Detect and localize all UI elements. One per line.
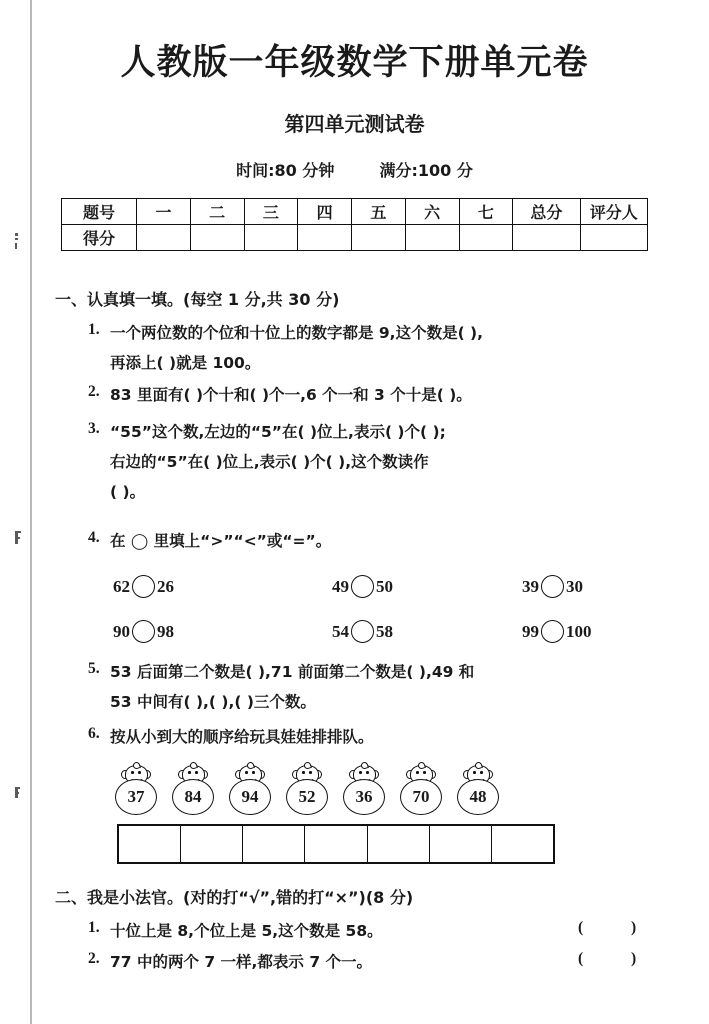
compare-right-value: 58 — [376, 621, 393, 641]
compare-right-value: 30 — [566, 576, 583, 596]
score-table — [61, 198, 648, 251]
comparison-circle[interactable] — [541, 575, 564, 598]
ordering-answer-grid — [117, 824, 555, 864]
scan-artifact — [15, 531, 21, 533]
compare-pair-6[interactable] — [522, 620, 592, 643]
compare-right-value: 50 — [376, 576, 393, 596]
toy-doll-1[interactable] — [113, 765, 159, 815]
score-cell-3[interactable] — [244, 225, 298, 251]
question-2-line-1: 83 里面有( )个十和( )个一,6 个一和 3 个十是( )。 — [110, 386, 472, 404]
comparison-circle[interactable] — [132, 575, 155, 598]
score-cell-4[interactable] — [298, 225, 352, 251]
answer-cell[interactable] — [492, 826, 553, 862]
score-cell-6[interactable] — [405, 225, 459, 251]
scan-artifact — [15, 238, 18, 240]
compare-left-value: 39 — [522, 576, 539, 596]
column-header-total: 总分 — [513, 199, 580, 225]
comparison-circle[interactable] — [132, 620, 155, 643]
column-header-7: 七 — [459, 199, 513, 225]
score-cell-1[interactable] — [137, 225, 191, 251]
answer-cell[interactable] — [119, 826, 181, 862]
answer-cell[interactable] — [305, 826, 367, 862]
doll-number: 70 — [400, 779, 442, 815]
section-heading-2: 二、我是小法官。(对的打“√”,错的打“×”)(8 分) — [55, 888, 414, 907]
compare-left-value: 49 — [332, 576, 349, 596]
question-1-number: 1. — [88, 321, 100, 338]
scan-artifact — [15, 537, 20, 539]
question-5-line-2: 53 中间有( ),( ),( )三个数。 — [110, 693, 316, 711]
column-header-6: 六 — [405, 199, 459, 225]
compare-pair-5[interactable] — [332, 620, 393, 643]
score-cell-2[interactable] — [190, 225, 244, 251]
doll-number: 94 — [229, 779, 271, 815]
score-cell-7[interactable] — [459, 225, 513, 251]
toy-doll-2[interactable] — [170, 765, 216, 815]
question-1-line-1: 一个两位数的个位和十位上的数字都是 9,这个数是( ), — [110, 324, 484, 342]
compare-pair-1[interactable] — [113, 575, 174, 598]
question-6-line-1: 按从小到大的顺序给玩具娃娃排排队。 — [110, 728, 374, 746]
scan-artifact — [15, 243, 17, 249]
page-title: 人教版一年级数学下册单元卷 — [120, 43, 589, 83]
doll-number: 36 — [343, 779, 385, 815]
scan-artifact — [15, 792, 19, 794]
compare-left-value: 99 — [522, 621, 539, 641]
score-cell-5[interactable] — [352, 225, 406, 251]
column-header-2: 二 — [190, 199, 244, 225]
doll-number: 37 — [115, 779, 157, 815]
section2-question-2-answer-mark[interactable]: ( ) — [578, 950, 659, 967]
section2-question-1-answer-mark[interactable]: ( ) — [578, 919, 659, 936]
doll-number: 48 — [457, 779, 499, 815]
toy-doll-5[interactable] — [341, 765, 387, 815]
score-cell-grader[interactable] — [580, 225, 647, 251]
row-header-score: 得分 — [62, 225, 137, 251]
table-row-question-numbers — [62, 199, 648, 225]
question-4-number: 4. — [88, 529, 100, 546]
column-header-grader: 评分人 — [580, 199, 647, 225]
compare-right-value: 26 — [157, 576, 174, 596]
question-4-line-1: 在 ◯ 里填上“>”“<”或“=”。 — [110, 532, 332, 550]
question-3-number: 3. — [88, 420, 100, 437]
doll-number: 84 — [172, 779, 214, 815]
section2-question-2-number: 2. — [88, 950, 100, 967]
exam-meta — [0, 158, 709, 181]
total-score-label: 满分:100 分 — [379, 161, 473, 180]
scan-artifact — [15, 787, 20, 789]
page-subtitle: 第四单元测试卷 — [284, 112, 425, 136]
column-header-5: 五 — [352, 199, 406, 225]
column-header-4: 四 — [298, 199, 352, 225]
score-cell-total[interactable] — [513, 225, 580, 251]
compare-pair-3[interactable] — [522, 575, 583, 598]
section2-question-2-text: 77 中的两个 7 一样,都表示 7 个一。 — [110, 953, 373, 971]
question-3-line-2: 右边的“5”在( )位上,表示( )个( ),这个数读作 — [110, 453, 429, 471]
question-3-line-1: “55”这个数,左边的“5”在( )位上,表示( )个( ); — [110, 423, 446, 441]
section2-question-1-text: 十位上是 8,个位上是 5,这个数是 58。 — [110, 922, 383, 940]
question-5-line-1: 53 后面第二个数是( ),71 前面第二个数是( ),49 和 — [110, 663, 475, 681]
doll-number: 52 — [286, 779, 328, 815]
comparison-circle[interactable] — [351, 575, 374, 598]
compare-left-value: 54 — [332, 621, 349, 641]
toy-doll-4[interactable] — [284, 765, 330, 815]
section-heading-1: 一、认真填一填。(每空 1 分,共 30 分) — [55, 290, 340, 309]
question-3-line-3: ( )。 — [110, 483, 146, 501]
comparison-circle[interactable] — [351, 620, 374, 643]
toy-doll-6[interactable] — [398, 765, 444, 815]
compare-left-value: 90 — [113, 621, 130, 641]
toy-doll-3[interactable] — [227, 765, 273, 815]
section2-question-1-number: 1. — [88, 919, 100, 936]
compare-pair-2[interactable] — [332, 575, 393, 598]
table-row-scores — [62, 225, 648, 251]
answer-cell[interactable] — [243, 826, 305, 862]
page-margin-rule — [30, 0, 32, 1024]
column-header-1: 一 — [137, 199, 191, 225]
toy-doll-7[interactable] — [455, 765, 501, 815]
column-header-3: 三 — [244, 199, 298, 225]
compare-right-value: 98 — [157, 621, 174, 641]
time-limit-label: 时间:80 分钟 — [236, 161, 335, 180]
question-2-number: 2. — [88, 383, 100, 400]
compare-right-value: 100 — [566, 621, 592, 641]
answer-cell[interactable] — [368, 826, 430, 862]
compare-pair-4[interactable] — [113, 620, 174, 643]
question-6-number: 6. — [88, 725, 100, 742]
answer-cell[interactable] — [430, 826, 492, 862]
compare-left-value: 62 — [113, 576, 130, 596]
question-5-number: 5. — [88, 660, 100, 677]
question-1-line-2: 再添上( )就是 100。 — [110, 354, 261, 372]
comparison-circle[interactable] — [541, 620, 564, 643]
row-header-question: 题号 — [62, 199, 137, 225]
scan-artifact — [15, 233, 18, 236]
answer-cell[interactable] — [181, 826, 243, 862]
